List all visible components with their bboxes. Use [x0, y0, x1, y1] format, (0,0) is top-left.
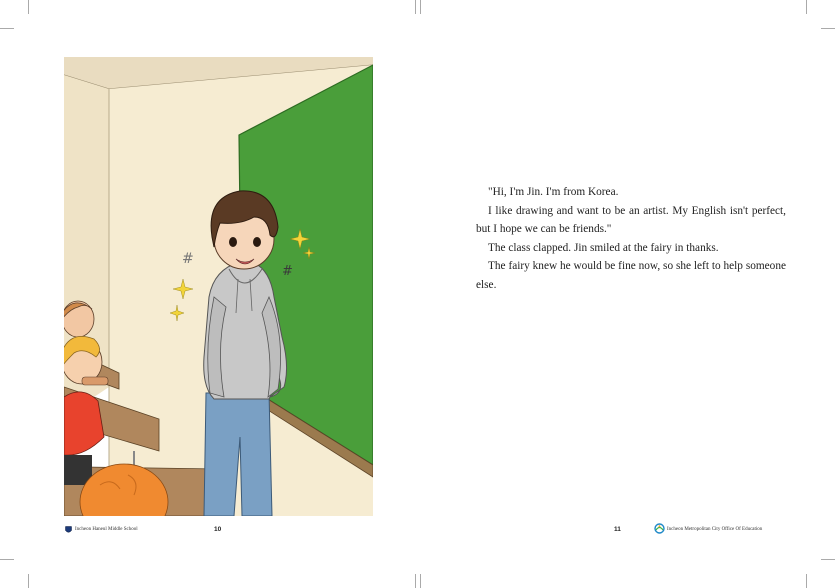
crop-mark — [415, 0, 416, 14]
crop-mark — [806, 574, 807, 588]
crop-mark — [415, 574, 416, 588]
story-paragraph: "Hi, I'm Jin. I'm from Korea. — [488, 186, 619, 198]
story-paragraph: The class clapped. Jin smiled at the fairy in thanks. — [488, 241, 719, 254]
crop-mark — [28, 0, 29, 14]
footer-organization: Incheon Metropolitan City Office Of Education — [667, 527, 763, 532]
crop-mark — [28, 574, 29, 588]
story-text — [476, 183, 786, 294]
crop-mark — [821, 28, 835, 29]
story-paragraph: I like drawing and want to be an artist. My English isn't perfect, but I hope we can be friends." — [476, 204, 786, 235]
story-paragraph: The fairy knew he would be fine now, so she left to help someone else. — [476, 260, 786, 291]
crop-mark — [0, 559, 14, 560]
svg-text:#: # — [282, 264, 293, 279]
svg-text:#: # — [182, 251, 194, 267]
page-number-left: 10 — [214, 526, 222, 533]
footer-school-name: Incheon Haneul Middle School — [75, 527, 138, 532]
crop-mark — [420, 0, 421, 14]
crop-mark — [420, 574, 421, 588]
school-emblem-icon — [65, 526, 72, 534]
crop-mark — [821, 559, 835, 560]
education-office-logo-icon — [654, 523, 665, 534]
crop-mark — [806, 0, 807, 14]
page-number-right: 11 — [614, 526, 621, 533]
crop-mark — [0, 28, 14, 29]
story-illustration — [64, 57, 373, 516]
